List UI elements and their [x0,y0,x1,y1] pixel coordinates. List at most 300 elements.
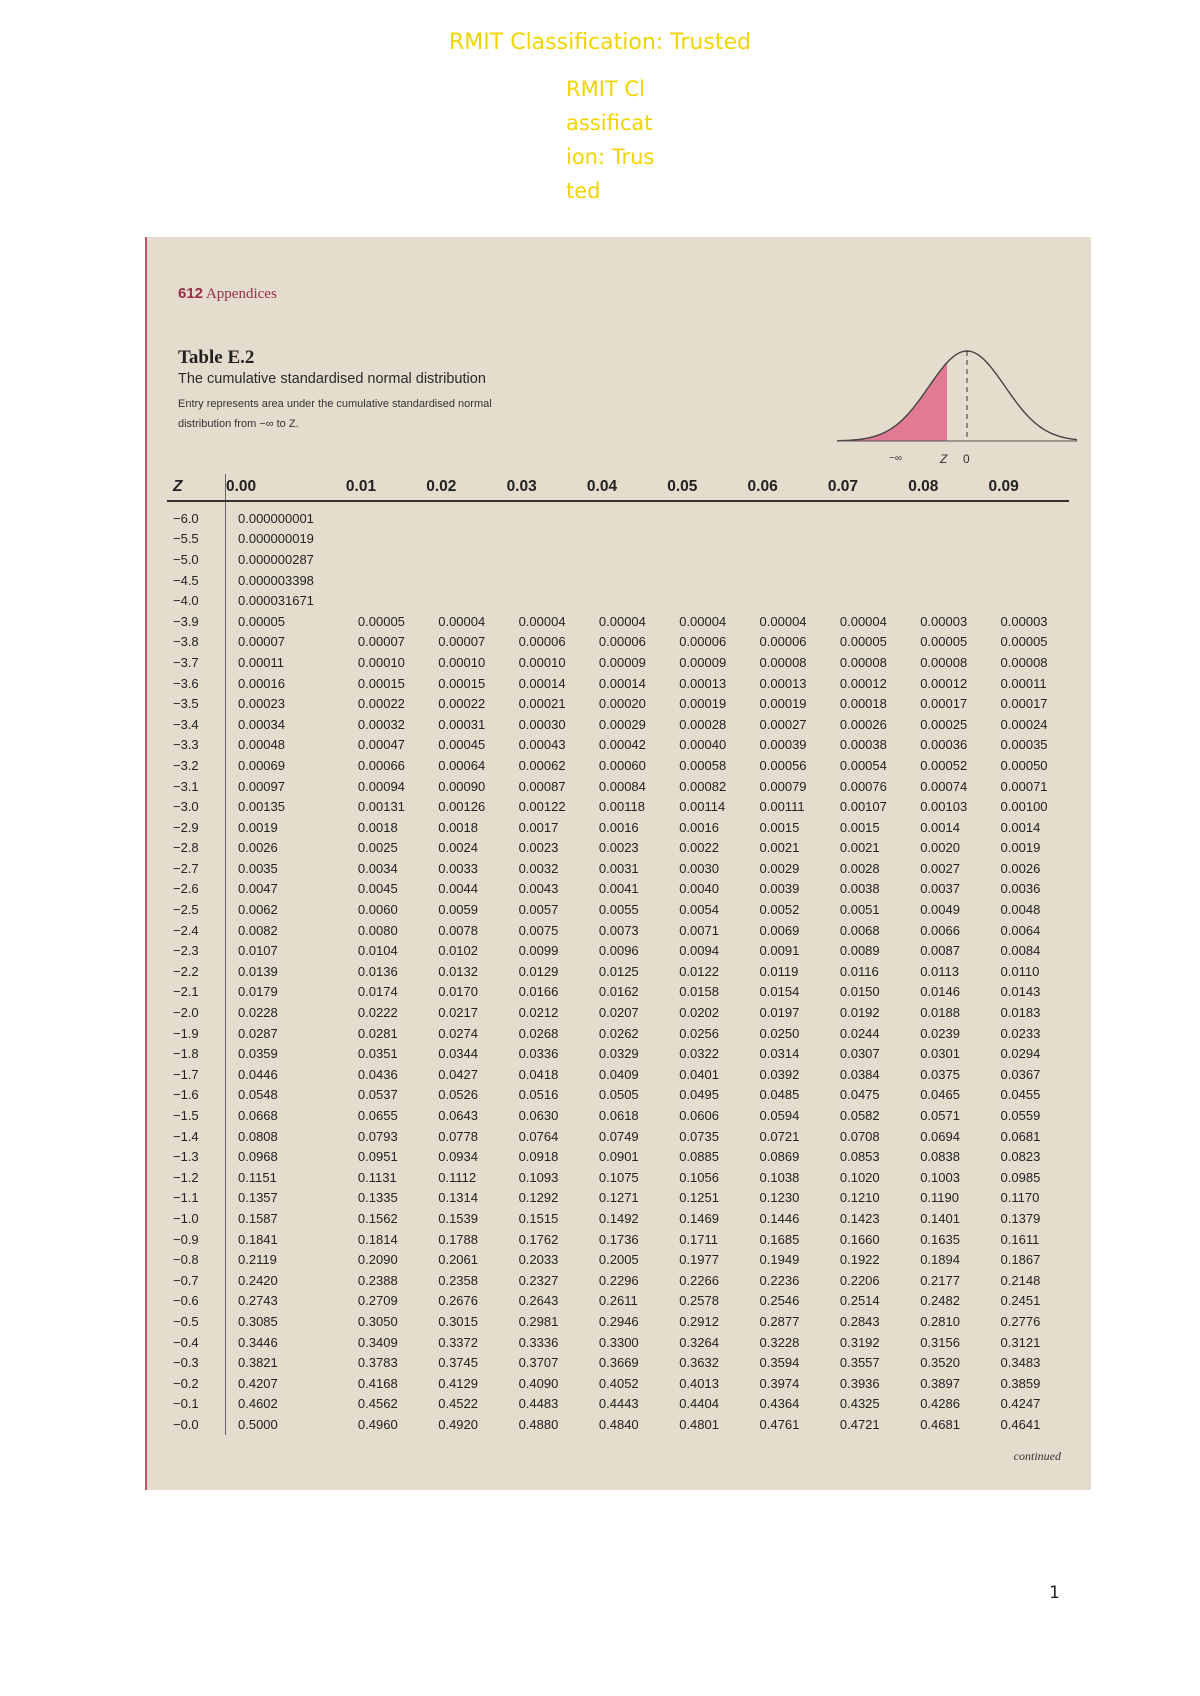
table-cell: 0.0104 [357,943,398,959]
table-cell: 0.1093 [518,1169,559,1185]
row-z-value: −5.5 [167,529,226,550]
table-cell: 0.00094 [357,778,405,794]
table-cell: 0.3936 [839,1375,880,1391]
table-cell: 0.00079 [759,778,807,794]
table-cell: 0.00048 [238,737,285,753]
table-cell [908,501,988,529]
table-cell: 0.0052 [759,902,800,918]
table-cell: 0.00018 [839,696,887,712]
table-cell: 0.0559 [1000,1108,1041,1124]
column-header-0-01: 0.01 [346,474,426,501]
row-z-value: −0.7 [167,1270,226,1291]
table-cell: 0.3974 [759,1375,800,1391]
table-cell: 0.1660 [839,1231,880,1247]
table-cell [828,590,908,611]
table-cell: 0.2177 [920,1272,960,1288]
table-cell: 0.00028 [679,716,727,732]
table-cell: 0.1131 [357,1169,397,1185]
table-cell: 0.0934 [438,1149,478,1165]
table-cell: 0.2843 [839,1313,880,1329]
table-cell: 0.00010 [518,654,566,670]
table-row [167,858,1069,879]
table-cell: 0.1379 [1000,1210,1041,1226]
table-cell: 0.3446 [238,1334,278,1350]
table-cell: 0.0307 [839,1046,880,1062]
table-cell: 0.00103 [920,799,968,815]
row-z-value: −2.7 [167,858,226,879]
table-cell: 0.0392 [759,1066,800,1082]
table-cell: 0.2420 [238,1272,278,1288]
table-row [167,1208,1069,1229]
table-cell: 0.4168 [357,1375,398,1391]
table-cell: 0.1867 [1000,1252,1041,1268]
table-cell: 0.2912 [679,1313,719,1329]
row-z-value: −6.0 [167,501,226,529]
table-cell: 0.00107 [839,799,887,815]
table-cell: 0.0047 [238,881,278,897]
z-table [167,474,1069,1435]
table-cell: 0.0217 [438,1005,478,1021]
scanned-table-page [145,237,1091,1490]
table-cell: 0.0446 [238,1066,278,1082]
table-cell: 0.0228 [238,1005,278,1021]
row-z-value: −0.8 [167,1249,226,1270]
table-row [167,1043,1069,1064]
row-z-value: −2.2 [167,961,226,982]
table-cell: 0.00069 [238,757,285,773]
table-cell: 0.0020 [920,840,960,856]
table-row [167,1064,1069,1085]
table-cell: 0.3669 [598,1355,639,1371]
table-cell: 0.0016 [598,819,639,835]
table-cell [908,549,988,570]
table-cell: 0.0548 [238,1087,278,1103]
table-cell: 0.2148 [1000,1272,1041,1288]
table-cell: 0.1020 [839,1169,880,1185]
table-row [167,1311,1069,1332]
table-cell: 0.0113 [920,963,959,979]
table-row [167,590,1069,611]
table-cell: 0.00058 [679,757,727,773]
table-cell [507,501,587,529]
table-cell: 0.4013 [679,1375,719,1391]
table-cell: 0.0436 [357,1066,398,1082]
table-cell: 0.00054 [839,757,887,773]
table-cell: 0.0537 [357,1087,398,1103]
table-cell: 0.0274 [438,1025,478,1041]
table-cell: 0.4090 [518,1375,559,1391]
table-cell: 0.2236 [759,1272,800,1288]
table-cell: 0.2676 [438,1293,478,1309]
table-cell: 0.0023 [598,840,639,856]
table-cell: 0.0060 [357,902,398,918]
table-cell: 0.0021 [839,840,880,856]
table-cell: 0.0122 [679,963,719,979]
table-row [167,1394,1069,1415]
table-cell [748,590,828,611]
table-cell [587,570,667,591]
table-row [167,1249,1069,1270]
table-row [167,1105,1069,1126]
table-cell [989,529,1069,550]
table-cell: 0.00017 [1000,696,1048,712]
table-cell: 0.1635 [920,1231,960,1247]
table-cell: 0.0094 [679,943,719,959]
table-cell: 0.00023 [238,696,285,712]
table-cell: 0.0136 [357,963,398,979]
table-cell: 0.2611 [598,1293,638,1309]
row-z-value: −2.6 [167,879,226,900]
table-cell: 0.0582 [839,1108,880,1124]
table-cell: 0.4247 [1000,1396,1041,1412]
table-cell: 0.3707 [518,1355,559,1371]
table-cell: 0.000000001 [238,510,314,526]
table-cell: 0.1251 [679,1190,719,1206]
row-z-value: −0.3 [167,1352,226,1373]
row-z-value: −3.0 [167,796,226,817]
row-z-value: −2.4 [167,920,226,941]
table-cell: 0.4207 [238,1375,278,1391]
table-cell: 0.1230 [759,1190,800,1206]
table-cell: 0.0084 [1000,943,1041,959]
table-cell: 0.0032 [518,860,559,876]
table-cell: 0.0082 [238,922,278,938]
table-cell: 0.0150 [839,984,880,1000]
table-cell: 0.0069 [759,922,800,938]
table-cell: 0.0087 [920,943,960,959]
row-z-value: −1.7 [167,1064,226,1085]
table-cell: 0.0183 [1000,1005,1041,1021]
table-cell: 0.0655 [357,1108,398,1124]
table-cell: 0.1469 [679,1210,719,1226]
table-cell [828,549,908,570]
table-row [167,1188,1069,1209]
table-cell: 0.0048 [1000,902,1041,918]
table-cell: 0.00029 [598,716,646,732]
row-z-value: −0.0 [167,1414,226,1435]
table-cell: 0.0256 [679,1025,719,1041]
table-cell: 0.1210 [839,1190,880,1206]
row-z-value: −0.5 [167,1311,226,1332]
table-cell: 0.0505 [598,1087,639,1103]
row-z-value: −2.3 [167,940,226,961]
normal-curve-line [837,351,1077,441]
table-row [167,735,1069,756]
table-cell: 0.0036 [1000,881,1041,897]
table-cell: 0.000003398 [238,572,314,588]
table-cell: 0.2810 [920,1313,960,1329]
table-cell [426,529,506,550]
continued-note: continued [1013,1449,1061,1463]
table-cell: 0.0158 [679,984,719,1000]
table-cell: 0.1539 [438,1210,478,1226]
table-cell: 0.0455 [1000,1087,1041,1103]
table-cell: 0.00074 [920,778,968,794]
table-cell: 0.0119 [759,963,799,979]
table-cell: 0.0409 [598,1066,639,1082]
table-cell: 0.1814 [357,1231,398,1247]
row-z-value: −3.3 [167,735,226,756]
table-cell [667,570,747,591]
table-cell: 0.00034 [238,716,285,732]
table-row [167,501,1069,529]
table-cell: 0.0918 [518,1149,559,1165]
table-cell: 0.0179 [238,984,278,1000]
table-row [167,982,1069,1003]
table-cell: 0.0336 [518,1046,559,1062]
table-cell: 0.0869 [759,1149,800,1165]
table-cell [748,529,828,550]
table-cell: 0.0038 [839,881,880,897]
table-cell: 0.0418 [518,1066,559,1082]
table-cell: 0.2946 [598,1313,639,1329]
table-cell: 0.0516 [518,1087,559,1103]
table-cell: 0.3783 [357,1355,398,1371]
table-cell: 0.00097 [238,778,285,794]
table-cell: 0.00131 [357,799,405,815]
table-cell: 0.4602 [238,1396,278,1412]
table-cell: 0.00082 [679,778,727,794]
table-cell: 0.1515 [518,1210,559,1226]
table-cell: 0.2877 [759,1313,800,1329]
row-z-value: −1.0 [167,1208,226,1229]
row-z-value: −3.2 [167,755,226,776]
table-cell [346,501,426,529]
normal-curve-figure [837,343,1077,469]
table-cell: 0.2005 [598,1252,639,1268]
table-row [167,1167,1069,1188]
table-cell [587,590,667,611]
table-cell: 0.0244 [839,1025,880,1041]
table-cell: 0.2033 [518,1252,559,1268]
table-cell: 0.00003 [920,613,968,629]
table-row [167,1023,1069,1044]
table-cell: 0.00015 [438,675,486,691]
row-z-value: −2.0 [167,1002,226,1023]
table-cell: 0.4880 [518,1416,559,1432]
table-cell: 0.0681 [1000,1128,1041,1144]
table-cell: 0.2266 [679,1272,719,1288]
table-cell: 0.4404 [679,1396,719,1412]
row-z-value: −3.8 [167,632,226,653]
table-cell [828,570,908,591]
column-header-z: Z [167,474,226,501]
table-cell: 0.0174 [357,984,398,1000]
table-cell: 0.00031 [438,716,486,732]
table-cell: 0.1423 [839,1210,880,1226]
row-z-value: −0.6 [167,1291,226,1312]
table-cell: 0.4286 [920,1396,960,1412]
table-cell: 0.0029 [759,860,800,876]
table-cell: 0.0367 [1000,1066,1041,1082]
table-cell: 0.0188 [920,1005,960,1021]
table-cell: 0.0025 [357,840,398,856]
table-cell: 0.0116 [839,963,879,979]
table-cell: 0.0281 [357,1025,398,1041]
table-cell: 0.3228 [759,1334,800,1350]
row-z-value: −4.5 [167,570,226,591]
table-cell: 0.1562 [357,1210,398,1226]
table-cell: 0.00009 [598,654,646,670]
table-cell: 0.000000019 [238,531,314,547]
table-cell: 0.0838 [920,1149,960,1165]
table-cell: 0.0202 [679,1005,719,1021]
table-cell: 0.0049 [920,902,960,918]
appendix-section: Appendices [205,286,277,302]
table-cell: 0.0028 [839,860,880,876]
table-cell: 0.00030 [518,716,566,732]
table-cell [748,570,828,591]
table-cell: 0.0062 [238,902,278,918]
table-row [167,673,1069,694]
table-row [167,1291,1069,1312]
table-header-row [167,474,1069,501]
table-row [167,1146,1069,1167]
table-cell: 0.1977 [679,1252,719,1268]
table-cell: 0.00022 [438,696,486,712]
table-cell [667,549,747,570]
table-cell: 0.1949 [759,1252,800,1268]
table-cell: 0.0694 [920,1128,960,1144]
table-cell: 0.00013 [759,675,807,691]
table-cell: 0.00020 [598,696,646,712]
table-cell: 0.1762 [518,1231,559,1247]
table-cell: 0.2090 [357,1252,398,1268]
row-z-value: −3.6 [167,673,226,694]
table-cell: 0.00008 [1000,654,1048,670]
table-cell: 0.4840 [598,1416,639,1432]
table-cell: 0.0212 [518,1005,559,1021]
table-cell: 0.0968 [238,1149,278,1165]
table-cell: 0.00043 [518,737,566,753]
table-cell: 0.0059 [438,902,478,918]
table-cell: 0.0099 [518,943,559,959]
table-cell: 0.00004 [759,613,807,629]
table-cell: 0.00012 [920,675,968,691]
table-cell: 0.3015 [438,1313,478,1329]
table-cell [346,549,426,570]
table-cell: 0.0107 [238,943,278,959]
table-cell: 0.00015 [357,675,405,691]
table-cell: 0.00006 [598,634,646,650]
table-row [167,1229,1069,1250]
table-cell: 0.0951 [357,1149,398,1165]
table-cell: 0.00004 [518,613,566,629]
table-cell: 0.0359 [238,1046,278,1062]
table-cell: 0.0055 [598,902,639,918]
table-cell: 0.0764 [518,1128,559,1144]
table-cell: 0.0375 [920,1066,960,1082]
column-header-0-02: 0.02 [426,474,506,501]
table-row [167,817,1069,838]
table-row [167,549,1069,570]
table-cell: 0.2546 [759,1293,800,1309]
page-number: 1 [1049,1583,1060,1603]
table-cell: 0.00111 [759,799,805,815]
table-cell [587,549,667,570]
table-cell: 0.3050 [357,1313,398,1329]
table-cell: 0.0239 [920,1025,960,1041]
table-cell: 0.00027 [759,716,807,732]
table-cell [667,501,747,529]
table-cell: 0.2451 [1000,1293,1041,1309]
table-cell [989,549,1069,570]
table-cell: 0.0143 [1000,984,1041,1000]
table-cell: 0.0132 [438,963,478,979]
zero-label: 0 [963,452,970,466]
row-z-value: −3.7 [167,652,226,673]
table-cell: 0.3121 [1000,1334,1041,1350]
table-cell: 0.2743 [238,1293,278,1309]
table-cell: 0.0014 [920,819,960,835]
table-cell: 0.0096 [598,943,639,959]
table-cell [828,529,908,550]
table-cell: 0.1788 [438,1231,478,1247]
table-cell [989,590,1069,611]
table-cell [346,590,426,611]
table-cell [426,590,506,611]
row-z-value: −3.9 [167,611,226,632]
table-cell: 0.0026 [1000,860,1041,876]
table-cell: 0.3085 [238,1313,278,1329]
table-cell: 0.00021 [518,696,566,712]
table-cell: 0.1611 [1000,1231,1040,1247]
table-cell: 0.00011 [1000,675,1047,691]
table-cell: 0.0129 [518,963,559,979]
table-cell: 0.00017 [920,696,968,712]
table-cell: 0.00100 [1000,799,1048,815]
row-z-value: −2.8 [167,838,226,859]
table-cell: 0.1112 [438,1169,477,1185]
table-cell: 0.3300 [598,1334,639,1350]
row-z-value: −5.0 [167,549,226,570]
table-cell: 0.00014 [518,675,566,691]
table-cell: 0.0643 [438,1108,478,1124]
table-cell: 0.0030 [679,860,719,876]
table-cell: 0.00062 [518,757,566,773]
row-z-value: −3.5 [167,693,226,714]
table-cell: 0.0985 [1000,1169,1041,1185]
table-cell [426,501,506,529]
table-cell: 0.0485 [759,1087,800,1103]
table-cell: 0.4562 [357,1396,398,1412]
table-cell: 0.2358 [438,1272,478,1288]
table-cell: 0.0465 [920,1087,960,1103]
shaded-tail-area [837,363,947,441]
table-cell [507,590,587,611]
table-cell: 0.00006 [759,634,807,650]
table-cell: 0.1685 [759,1231,800,1247]
table-cell: 0.4761 [759,1416,800,1432]
table-title: The cumulative standardised normal distribution [178,371,486,387]
row-z-value: −1.3 [167,1146,226,1167]
table-cell: 0.0170 [438,984,478,1000]
table-cell: 0.00012 [839,675,887,691]
table-cell [507,549,587,570]
table-label: Table E.2 [178,347,255,368]
table-row [167,1373,1069,1394]
table-cell: 0.1401 [920,1210,960,1226]
table-cell: 0.0033 [438,860,478,876]
table-row [167,961,1069,982]
row-z-value: −3.1 [167,776,226,797]
table-cell: 0.0222 [357,1005,398,1021]
table-cell: 0.3483 [1000,1355,1041,1371]
table-row [167,570,1069,591]
table-cell: 0.0475 [839,1087,880,1103]
table-cell: 0.1894 [920,1252,960,1268]
table-cell: 0.0080 [357,922,398,938]
